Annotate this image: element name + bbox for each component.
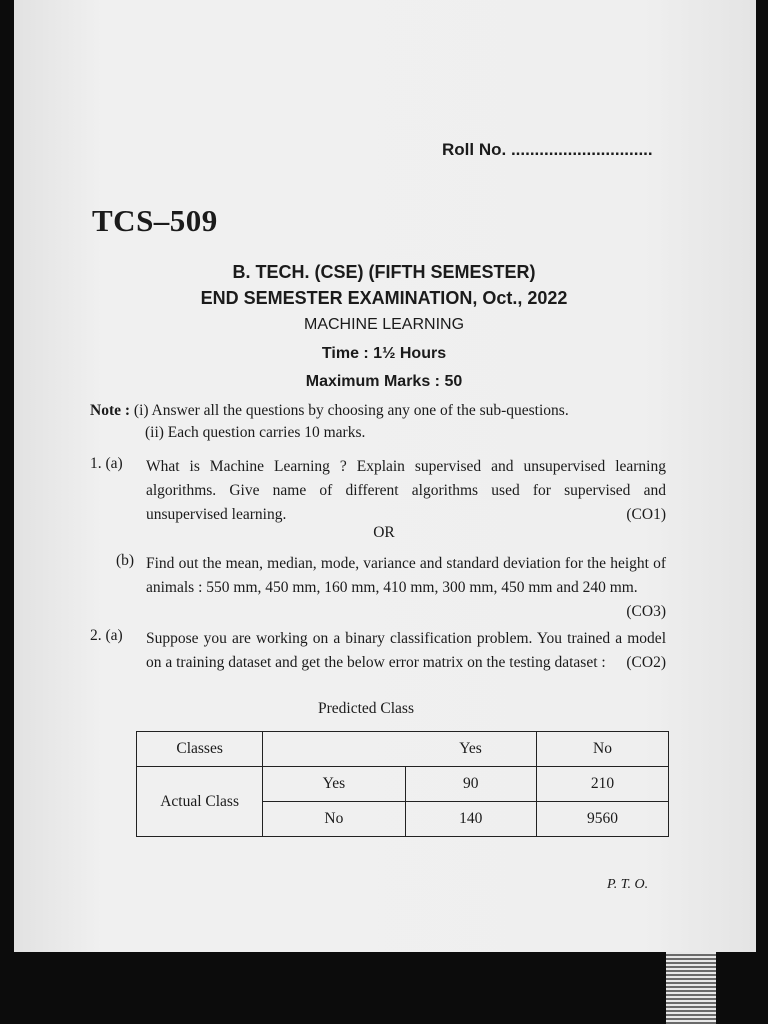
question-2a bbox=[146, 627, 666, 675]
note-line-1: (i) Answer all the questions by choosing any one of the sub-questions. bbox=[133, 402, 569, 419]
exam-heading: END SEMESTER EXAMINATION, Oct., 2022 bbox=[200, 288, 568, 308]
confusion-matrix-table bbox=[136, 731, 669, 837]
subject-heading: MACHINE LEARNING bbox=[303, 316, 465, 333]
question-1b bbox=[146, 552, 666, 624]
header-classes: Classes bbox=[137, 732, 263, 767]
please-turn-over: P. T. O. bbox=[607, 877, 649, 892]
predicted-class-caption: Predicted Class bbox=[318, 700, 414, 717]
cell-true-positive: 90 bbox=[405, 767, 536, 802]
question-2a-text: Suppose you are working on a binary classification problem. You trained a model on a training dataset and get the below error matrix on the testing dataset : bbox=[146, 630, 666, 671]
paper-code: TCS–509 bbox=[92, 203, 218, 238]
cell-false-negative: 210 bbox=[536, 767, 668, 802]
header-blank bbox=[263, 732, 405, 767]
degree-heading: B. TECH. (CSE) (FIFTH SEMESTER) bbox=[232, 262, 536, 282]
question-1a-number: 1. (a) bbox=[90, 455, 123, 472]
time-allowed: Time : 1½ Hours bbox=[321, 345, 447, 362]
or-separator: OR bbox=[373, 524, 395, 541]
note-label: Note : bbox=[90, 402, 131, 419]
cell-true-negative: 9560 bbox=[536, 802, 668, 837]
scanner-artifact bbox=[666, 952, 716, 1024]
note-line-2: (ii) Each question carries 10 marks. bbox=[145, 424, 366, 441]
maximum-marks: Maximum Marks : 50 bbox=[305, 373, 463, 390]
question-1b-co: (CO3) bbox=[626, 603, 666, 620]
header-no: No bbox=[536, 732, 668, 767]
table-row bbox=[137, 767, 669, 802]
row-label-no: No bbox=[263, 802, 405, 837]
question-1b-number: (b) bbox=[116, 552, 135, 569]
table-row bbox=[137, 732, 669, 767]
question-1a-text: What is Machine Learning ? Explain supervised and unsupervised learning algorithms. Give name of different algorithms used for supervised and unsupervised learning. bbox=[146, 458, 666, 523]
cell-false-positive: 140 bbox=[405, 802, 536, 837]
question-1a bbox=[146, 455, 666, 527]
question-1a-co: (CO1) bbox=[626, 506, 666, 523]
question-1b-text: Find out the mean, median, mode, variance and standard deviation for the height of animals : 550 mm, 450 mm, 160 mm, 410 mm, 300 mm, 450 mm and 240 mm. bbox=[146, 555, 666, 596]
question-2a-number: 2. (a) bbox=[90, 627, 123, 644]
header-yes: Yes bbox=[405, 732, 536, 767]
roll-number-field: Roll No. .............................. bbox=[442, 140, 653, 159]
instructions-note bbox=[90, 399, 569, 423]
row-label-yes: Yes bbox=[263, 767, 405, 802]
actual-class-label: Actual Class bbox=[137, 767, 263, 837]
question-2a-co: (CO2) bbox=[626, 654, 666, 671]
